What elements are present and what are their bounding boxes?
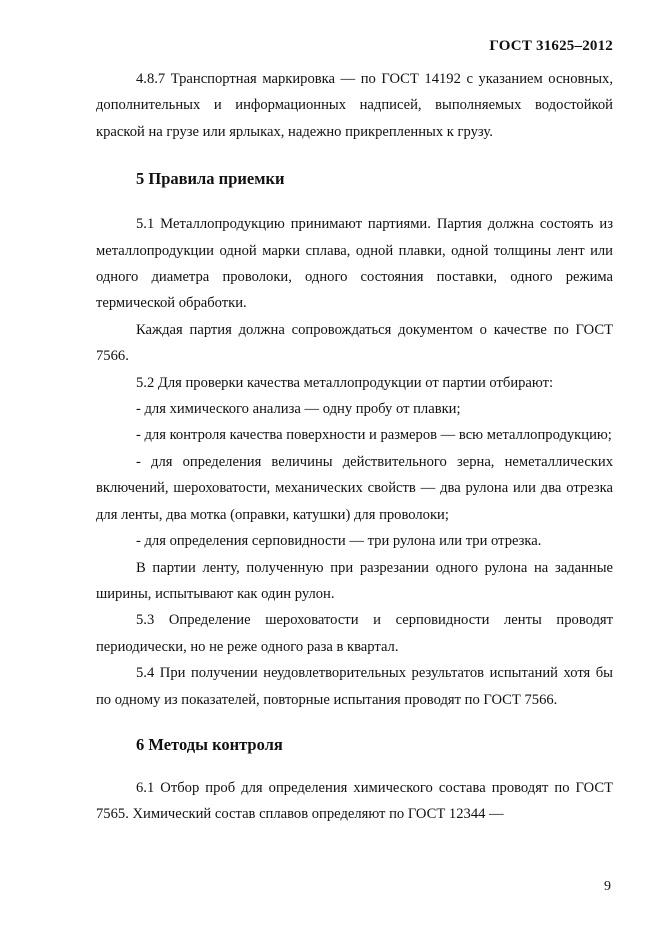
clause-4-8-7: 4.8.7 Транспортная маркировка — по ГОСТ 14192 с указанием основных, дополнительных и информационных надписей, выполняемых водостойкой краской на грузе или ярлыках, надежно прикрепленных к грузу. <box>96 71 613 140</box>
list-item: - для определения серповидности — три рулона или три отрезка. <box>136 533 542 550</box>
standard-code-header: ГОСТ 31625–2012 <box>489 38 613 54</box>
section-6-title: 6 Методы контроля <box>136 734 283 754</box>
clause-6-1: 6.1 Отбор проб для определения химического состава проводят по ГОСТ 7565. Химический состав сплавов определяют по ГОСТ 12344 — <box>96 779 613 823</box>
list-item: - для контроля качества поверхности и размеров — всю металлопродукцию; <box>136 427 612 444</box>
clause-5-4: 5.4 При получении неудовлетворительных результатов испытаний хотя бы по одному из показателей, повторные испытания проводят по ГОСТ 7566. <box>96 665 613 708</box>
section-5-title: 5 Правила приемки <box>136 169 285 189</box>
page-content <box>96 66 613 828</box>
clause-5-1: 5.1 Металлопродукцию принимают партиями. Партия должна состоять из металлопродукции одной марки сплава, одной плавки, одной толщины лент или одного диаметра проволоки, одного состояния поставки, одного режима термической обработки. <box>96 216 613 312</box>
page-number: 9 <box>604 879 611 894</box>
paragraph: В партии ленту, полученную при разрезании одного рулона на заданные ширины, испытывают как один рулон. <box>96 559 613 602</box>
list-item: - для определения величины действительного зерна, неметаллических включений, шероховатости, механических свойств — два рулона или два отрезка для ленты, два мотка (оправки, катушки) для проволоки; <box>96 453 613 523</box>
clause-5-3: 5.3 Определение шероховатости и серповидности ленты проводят периодически, но не реже одного раза в квартал. <box>96 612 613 655</box>
paragraph: Каждая партия должна сопровождаться документом о качестве по ГОСТ 7566. <box>96 321 613 365</box>
clause-5-2: 5.2 Для проверки качества металлопродукции от партии отбирают: <box>136 374 554 391</box>
list-item: - для химического анализа — одну пробу от плавки; <box>136 401 461 418</box>
